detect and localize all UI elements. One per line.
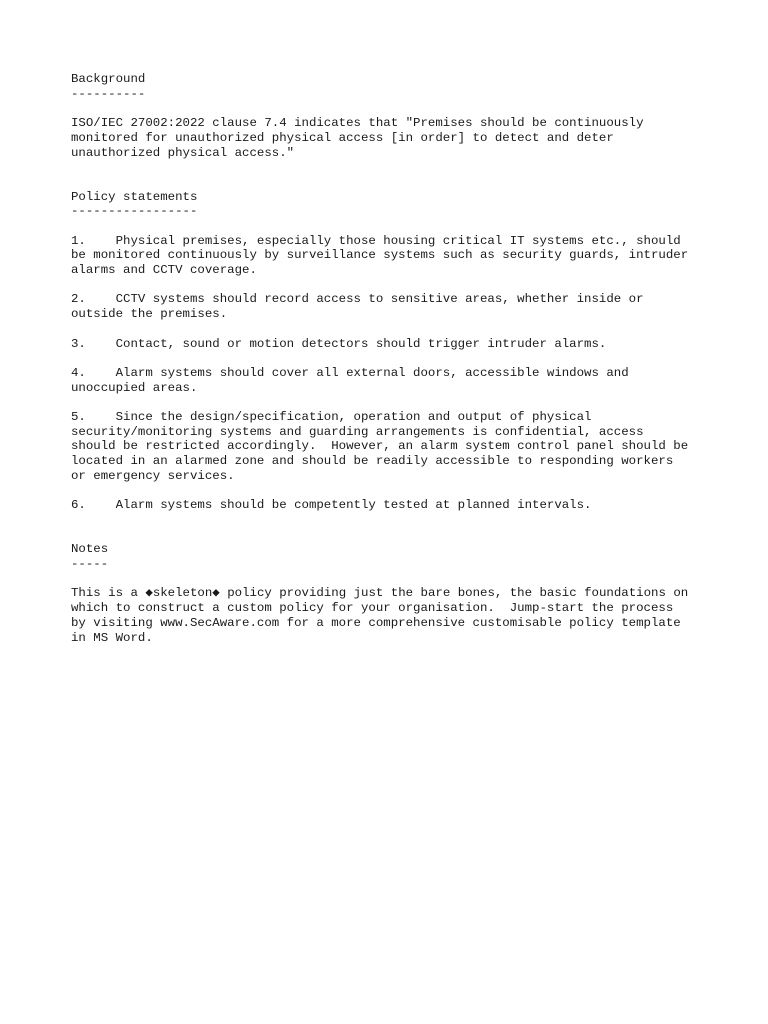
policy-item-line: 1. Physical premises, especially those housing critical IT systems etc., should — [71, 233, 681, 248]
policy-item-line: 5. Since the design/specification, operation and output of physical — [71, 410, 592, 425]
policy-item-line: 4. Alarm systems should cover all external doors, accessible windows and — [71, 365, 629, 380]
policy-item-line: 2. CCTV systems should record access to sensitive areas, whether inside or — [71, 292, 644, 307]
notes-underline: ----- — [71, 557, 109, 572]
policy-item-line: should be restricted accordingly. However, an alarm system control panel should be — [71, 439, 689, 454]
spacer — [71, 101, 711, 116]
policy-item-6 — [71, 498, 711, 513]
policy-item-line: or emergency services. — [71, 468, 235, 483]
policy-item-4 — [71, 366, 711, 395]
background-underline: ---------- — [71, 86, 146, 101]
policy-item-3 — [71, 337, 711, 352]
policy-heading: Policy statements — [71, 189, 198, 204]
policy-item-2 — [71, 292, 711, 321]
background-heading: Background — [71, 72, 146, 86]
spacer — [71, 513, 711, 528]
spacer — [71, 175, 711, 190]
policy-item-line: located in an alarmed zone and should be readily accessible to responding workers — [71, 454, 674, 469]
policy-section — [71, 190, 711, 513]
spacer — [71, 160, 711, 175]
spacer — [71, 278, 711, 293]
notes-heading: Notes — [71, 542, 109, 557]
policy-item-1 — [71, 234, 711, 278]
policy-item-line: security/monitoring systems and guarding arrangements is confidential, access — [71, 424, 644, 439]
policy-item-line: alarms and CCTV coverage. — [71, 263, 257, 278]
spacer — [71, 395, 711, 410]
spacer — [71, 572, 711, 587]
spacer — [71, 351, 711, 366]
notes-section — [71, 542, 711, 645]
policy-item-line: unoccupied areas. — [71, 380, 198, 395]
background-line: monitored for unauthorized physical access [in order] to detect and deter — [71, 130, 614, 145]
background-line: unauthorized physical access." — [71, 145, 295, 160]
policy-underline: ----------------- — [71, 204, 198, 219]
notes-line: by visiting www.SecAware.com for a more comprehensive customisable policy template — [71, 615, 681, 630]
policy-item-line: be monitored continuously by surveillance systems such as security guards, intruder — [71, 248, 689, 263]
policy-item-line: 3. Contact, sound or motion detectors should trigger intruder alarms. — [71, 336, 607, 351]
policy-item-line: outside the premises. — [71, 307, 228, 322]
background-section — [71, 72, 711, 160]
background-line: ISO/IEC 27002:2022 clause 7.4 indicates that "Premises should be continuously — [71, 116, 644, 131]
spacer — [71, 219, 711, 234]
notes-line: This is a ◆skeleton◆ policy providing just the bare bones, the basic foundations on — [71, 586, 689, 601]
spacer — [71, 484, 711, 499]
policy-item-5 — [71, 410, 711, 484]
spacer — [71, 528, 711, 543]
notes-line: which to construct a custom policy for your organisation. Jump-start the process — [71, 601, 674, 616]
spacer — [71, 322, 711, 337]
document-page — [71, 72, 711, 645]
policy-item-line: 6. Alarm systems should be competently tested at planned intervals. — [71, 498, 592, 513]
notes-line: in MS Word. — [71, 630, 153, 645]
